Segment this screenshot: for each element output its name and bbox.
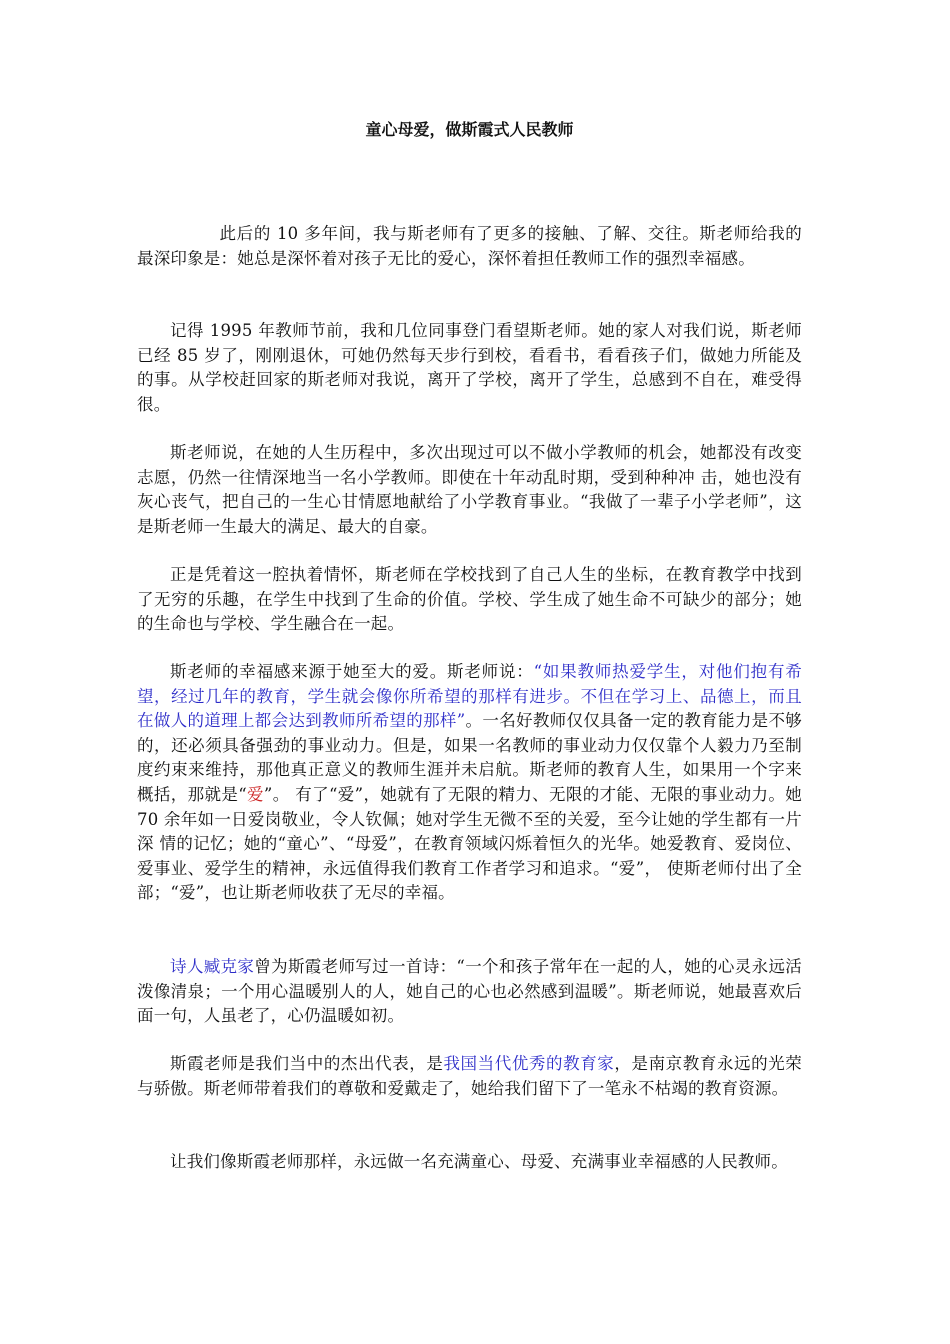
paragraph-4: 正是凭着这一腔执着情怀，斯老师在学校找到了自己人生的坐标，在教育教学中找到了无穷的乐趣，在学生中找到了生命的价值。学校、学生成了她生命不可缺少的部分；她的生命也与学校、学生融合在一起。 [137, 565, 802, 634]
paragraph-5-text-c: ”。 有了“爱”，她就有了无限的精力、无限的才能、无限的事业动力。她 70 余年如一日爱岗敬业，令人钦佩；她对学生无微不至的关爱，至今让她的学生都有一片深 情的记忆；她的“童心”、“母爱”，在教育领域闪烁着恒久的光华。她爱教育、爱岗位、爱事业、爱学生的精神，永远值得我们教育工作者学习和追求。“爱”， 使斯老师付出了全部；“爱”，也让斯老师收获了无尽的幸福。 [137, 784, 802, 903]
paragraph-7 [137, 1052, 802, 1101]
paragraph-6-text: 曾为斯霞老师写过一首诗：“一个和孩子常年在一起的人，她的心灵永远活泼像清泉；一个用心温暖别人的人，她自己的心也必然感到温暖”。斯老师说，她最喜欢后面一句，人虽老了，心仍温暖如初。 [137, 957, 803, 1026]
poet-link[interactable]: 诗人臧克家 [170, 957, 255, 976]
paragraph-5-text-a: 斯老师的幸福感来源于她至大的爱。斯老师说： [170, 662, 534, 681]
educator-link[interactable]: 我国当代优秀的教育家 [443, 1054, 615, 1073]
paragraph-3: 斯老师说，在她的人生历程中，多次出现过可以不做小学教师的机会，她都没有改变志愿，仍然一往情深地当一名小学教师。即使在十年动乱时期，受到种种冲 击，她也没有灰心丧气，把自己的一生心甘情愿地献给了小学教育事业。“我做了一辈子小学老师”，这是斯老师一生最大的满足、最大的自豪。 [137, 443, 802, 536]
paragraph-5 [137, 660, 802, 906]
paragraph-6 [137, 955, 802, 1029]
paragraph-5-text-b: 。一名好教师仅仅具备一定的教育能力是不够的，还必须具备强劲的事业动力。但是，如果一名教师的事业动力仅仅靠个人毅力乃至制度约束来维持，那他真正意义的教师生涯并未启航。斯老师的教育人生，如果用一个字来概括，那就是“ [137, 711, 803, 804]
article-title: 童心母爱，做斯霞式人民教师 [365, 120, 574, 139]
paragraph-2: 记得 1995 年教师节前，我和几位同事登门看望斯老师。她的家人对我们说，斯老师已经 85 岁了，刚刚退休，可她仍然每天步行到校，看看书，看看孩子们，做她力所能及的事。从学校赶回家的斯老师对我说，离开了学校，离开了学生，总感到不自在，难受得很。 [137, 321, 802, 414]
teacher-quote: “如果教师热爱学生，对他们抱有希望，经过几年的教育，学生就会像你所希望的那样有进步。不但在学习上、品德上，而且在做人的道理上都会达到教师所希望的那样” [137, 662, 802, 731]
paragraph-7-text-b: ，是南京教育永远的光荣与骄傲。斯老师带着我们的尊敬和爱戴走了，她给我们留下了一笔永不枯竭的教育资源。 [137, 1054, 803, 1098]
love-highlight: 爱 [246, 784, 264, 804]
paragraph-7-text-a: 斯霞老师是我们当中的杰出代表，是 [170, 1054, 444, 1073]
paragraph-8: 让我们像斯霞老师那样，永远做一名充满童心、母爱、充满事业幸福感的人民教师。 [170, 1152, 788, 1171]
paragraph-1: 此后的 10 多年间，我与斯老师有了更多的接触、了解、交往。斯老师给我的最深印象是：她总是深怀着对孩子无比的爱心，深怀着担任教师工作的强烈幸福感。 [137, 224, 802, 268]
